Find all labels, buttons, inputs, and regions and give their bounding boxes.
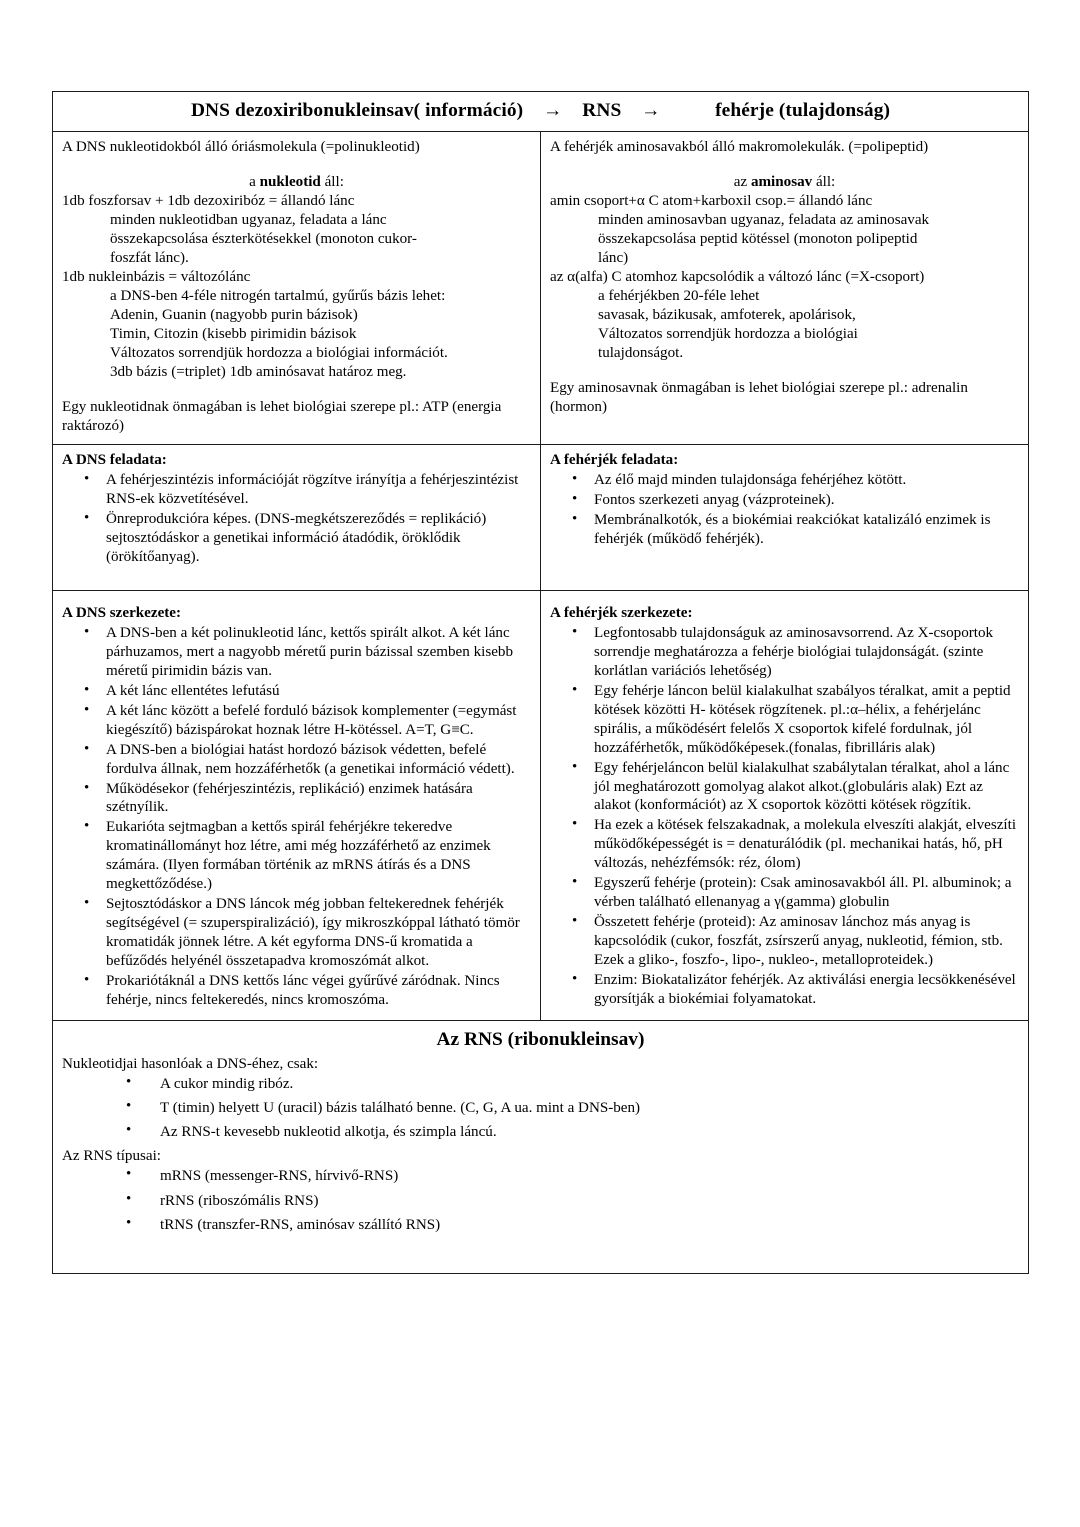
dna-line: a DNS-ben 4-féle nitrogén tartalmú, gyűrűs bázis lehet: (110, 287, 446, 304)
list-item: • T (timin) helyett U (uracil) bázis található benne. (C, G, A ua. mint a DNS-ben) (124, 1098, 1019, 1118)
rna-types-lead: Az RNS típusai: (62, 1148, 161, 1165)
list-item: • Enzim: Biokatalizátor fehérjék. Az aktiválási energia lecsökkenésével gyorsítják a biokémiai folyamatokat. (570, 971, 1019, 1009)
protein-function-list (550, 471, 1019, 549)
rna-section-cell (53, 1020, 1029, 1273)
protein-line: amin csoport+α C atom+karboxil csop.= állandó lánc (550, 193, 873, 210)
list-item: • Prokariótáknál a DNS kettős lánc végei gyűrűvé záródnak. Nincs fehérje, nincs feltekeredés, nincs kromoszóma. (82, 972, 531, 1010)
protein-structure-heading: A fehérjék szerkezete: (550, 605, 693, 622)
rna-types-list (62, 1166, 1019, 1234)
table-row (53, 445, 1029, 591)
table-row (53, 132, 1029, 445)
dna-structure-list (62, 624, 531, 1010)
dna-structure-cell (53, 591, 541, 1021)
protein-line: tulajdonságot. (598, 344, 684, 361)
list-item: • A cukor mindig ribóz. (124, 1074, 1019, 1094)
page-title: DNS dezoxiribonukleinsav( információ) → RNS → fehérje (tulajdonság) (190, 100, 891, 121)
protein-line: összekapcsolása peptid kötéssel (monoton polipeptid (598, 231, 918, 248)
list-item: • A DNS-ben a két polinukleotid lánc, kettős spirált alkot. A két lánc párhuzamos, mert a nagyobb méretű purin bázissal szemben kisebb méretű pirimidin bázis van. (82, 624, 531, 681)
protein-subheading (550, 173, 1019, 192)
list-item: • Egy fehérje láncon belül kialakulhat szabályos téralkat, amit a peptid kötések közötti H- kötések rögzítenek. pl.:α–hélix, a fehérjelánc spirális, a működésért felelős X csoportok kifelé fordulnak, jól hozzáférhetők, működőképesek.(fonalas, fibrilláris alak) (570, 682, 1019, 758)
protein-intro: A fehérjék aminosavakból álló makromolekulák. (=polipeptid) (550, 139, 929, 156)
dna-line: 1db foszforsav + 1db dezoxiribóz = állandó lánc (62, 193, 355, 210)
title-cell (53, 92, 1029, 132)
rna-properties-list (62, 1074, 1019, 1142)
protein-line: a fehérjékben 20-féle lehet (598, 287, 760, 304)
list-item: • mRNS (messenger-RNS, hírvivő-RNS) (124, 1166, 1019, 1186)
list-item: • Membránalkotók, és a biokémiai reakciókat katalizáló enzimek is fehérjék (működő fehérjék). (570, 511, 1019, 549)
protein-function-cell (541, 445, 1029, 591)
list-item: • rRNS (riboszómális RNS) (124, 1191, 1019, 1211)
protein-line: az α(alfa) C atomhoz kapcsolódik a változó lánc (=X-csoport) (550, 268, 925, 285)
list-item: • Összetett fehérje (proteid): Az aminosav lánchoz más anyag is kapcsolódik (cukor, foszfát, zsírszerű anyag, nukleotid, fémion, stb. Ezek a gliko-, foszfo-, lipo-, nukleo-, metalloproteidek.) (570, 913, 1019, 970)
list-item: • tRNS (transzfer-RNS, aminósav szállító RNS) (124, 1215, 1019, 1235)
protein-subheading-bold: aminosav (750, 174, 813, 191)
list-item: • Az RNS-t kevesebb nukleotid alkotja, és szimpla láncú. (124, 1122, 1019, 1142)
list-item: • A fehérjeszintézis információját rögzítve irányítja a fehérjeszintézist RNS-ek közvetítésével. (82, 471, 531, 509)
protein-subheading-pre: az (733, 174, 751, 191)
protein-line: minden aminosavban ugyanaz, feladata az aminosavak (598, 212, 930, 229)
list-item: • Legfontosabb tulajdonságuk az aminosavsorrend. Az X-csoportok sorrendje meghatározza a fehérje biológiai tulajdonságát. (szinte korlátlan variációs lehetőség) (570, 624, 1019, 681)
list-item: • A két lánc ellentétes lefutású (82, 682, 531, 701)
list-item: • Eukarióta sejtmagban a kettős spirál fehérjékre tekeredve kromatinállományt hoz létre, ami még hozzáférhető az enzimek számára. (Ilyen formában történik az mRNS átírás és a DNS megkettőződése.) (82, 818, 531, 894)
protein-line: lánc) (598, 250, 629, 267)
protein-function-heading: A fehérjék feladata: (550, 452, 679, 469)
protein-structure-cell (541, 591, 1029, 1021)
table-row (53, 1020, 1029, 1273)
dna-line: összekapcsolása észterkötésekkel (monoton cukor- (110, 231, 417, 248)
protein-line: savasak, bázikusak, amfoterek, apolárisok, (598, 306, 856, 323)
dna-line: Változatos sorrendjük hordozza a biológiai információt. (110, 344, 448, 361)
dna-subheading-bold: nukleotid (259, 174, 321, 191)
protein-subheading-post: áll: (812, 174, 836, 191)
protein-structure-list (550, 624, 1019, 1009)
dna-subheading-post: áll: (320, 174, 344, 191)
table-header-row (53, 92, 1029, 132)
list-item: • Fontos szerkezeti anyag (vázproteinek). (570, 491, 1019, 510)
comparison-table (52, 91, 1029, 1274)
rna-lead: Nukleotidjai hasonlóak a DNS-éhez, csak: (62, 1056, 319, 1073)
list-item: • Működésekor (fehérjeszintézis, replikáció) enzimek hatására szétnyílik. (82, 780, 531, 818)
list-item: • A DNS-ben a biológiai hatást hordozó bázisok védetten, befelé fordulva állnak, nem hozzáférhetők (a genetikai információ védett). (82, 741, 531, 779)
dna-line: foszfát lánc). (110, 250, 189, 267)
protein-composition-cell (541, 132, 1029, 445)
list-item: • Egyszerű fehérje (protein): Csak aminosavakból áll. Pl. albuminok; a vérben található ellenanyag a γ(gamma) globulin (570, 874, 1019, 912)
table-row (53, 591, 1029, 1021)
list-item: • Sejtosztódáskor a DNS láncok még jobban feltekerednek fehérjék segítségével (= szuperspiralizáció), így mikroszkóppal látható tömör kromatidák jönnek létre. A két egyforma DNS-ű kromatida a befűződés helyénél összetapadva kromoszómát alkot. (82, 895, 531, 971)
list-item: • A két lánc között a befelé forduló bázisok komplementer (=egymást kiegészítő) bázispárokat hoznak létre H-kötéssel. A=T, G≡C. (82, 702, 531, 740)
list-item: • Önreprodukcióra képes. (DNS-megkétszereződés = replikáció) sejtosztódáskor a genetikai információ átadódik, öröklődik (örökítőanyag). (82, 510, 531, 567)
protein-line: Változatos sorrendjük hordozza a biológiai (598, 325, 858, 342)
dna-intro: A DNS nukleotidokból álló óriásmolekula (=polinukleotid) (62, 139, 420, 156)
dna-footer-note: Egy nukleotidnak önmagában is lehet biológiai szerepe pl.: ATP (energia raktározó) (62, 398, 502, 434)
list-item: • Az élő majd minden tulajdonsága fehérjéhez kötött. (570, 471, 1019, 490)
dna-function-heading: A DNS feladata: (62, 452, 167, 469)
dna-function-cell (53, 445, 541, 591)
dna-function-list (62, 471, 531, 567)
dna-subheading-pre: a (249, 174, 260, 191)
protein-footer-note: Egy aminosavnak önmagában is lehet biológiai szerepe pl.: adrenalin (hormon) (550, 379, 968, 415)
dna-line: Timin, Citozin (kisebb pirimidin bázisok (110, 325, 357, 342)
list-item: • Egy fehérjeláncon belül kialakulhat szabálytalan téralkat, ahol a lánc jól meghatározott gomolyag alakot alkot.(globuláris alak) Ezt az alakot (konformációt) az X csoportok közötti kötések rögzítik. (570, 759, 1019, 816)
dna-composition-cell (53, 132, 541, 445)
dna-line: Adenin, Guanin (nagyobb purin bázisok) (110, 306, 358, 323)
dna-line: minden nukleotidban ugyanaz, feladata a lánc (110, 212, 387, 229)
dna-subheading (62, 173, 531, 192)
dna-structure-heading: A DNS szerkezete: (62, 605, 182, 622)
dna-line: 1db nukleinbázis = változólánc (62, 268, 251, 285)
list-item: • Ha ezek a kötések felszakadnak, a molekula elveszíti alakját, elveszíti működőképességét is = denaturálódik (pl. mechanikai hatás, hő, pH változás, nehézfémsók: réz, ólom) (570, 816, 1019, 873)
dna-line: 3db bázis (=triplet) 1db aminósavat határoz meg. (110, 363, 407, 380)
rna-section-title: Az RNS (ribonukleinsav) (436, 1028, 645, 1050)
